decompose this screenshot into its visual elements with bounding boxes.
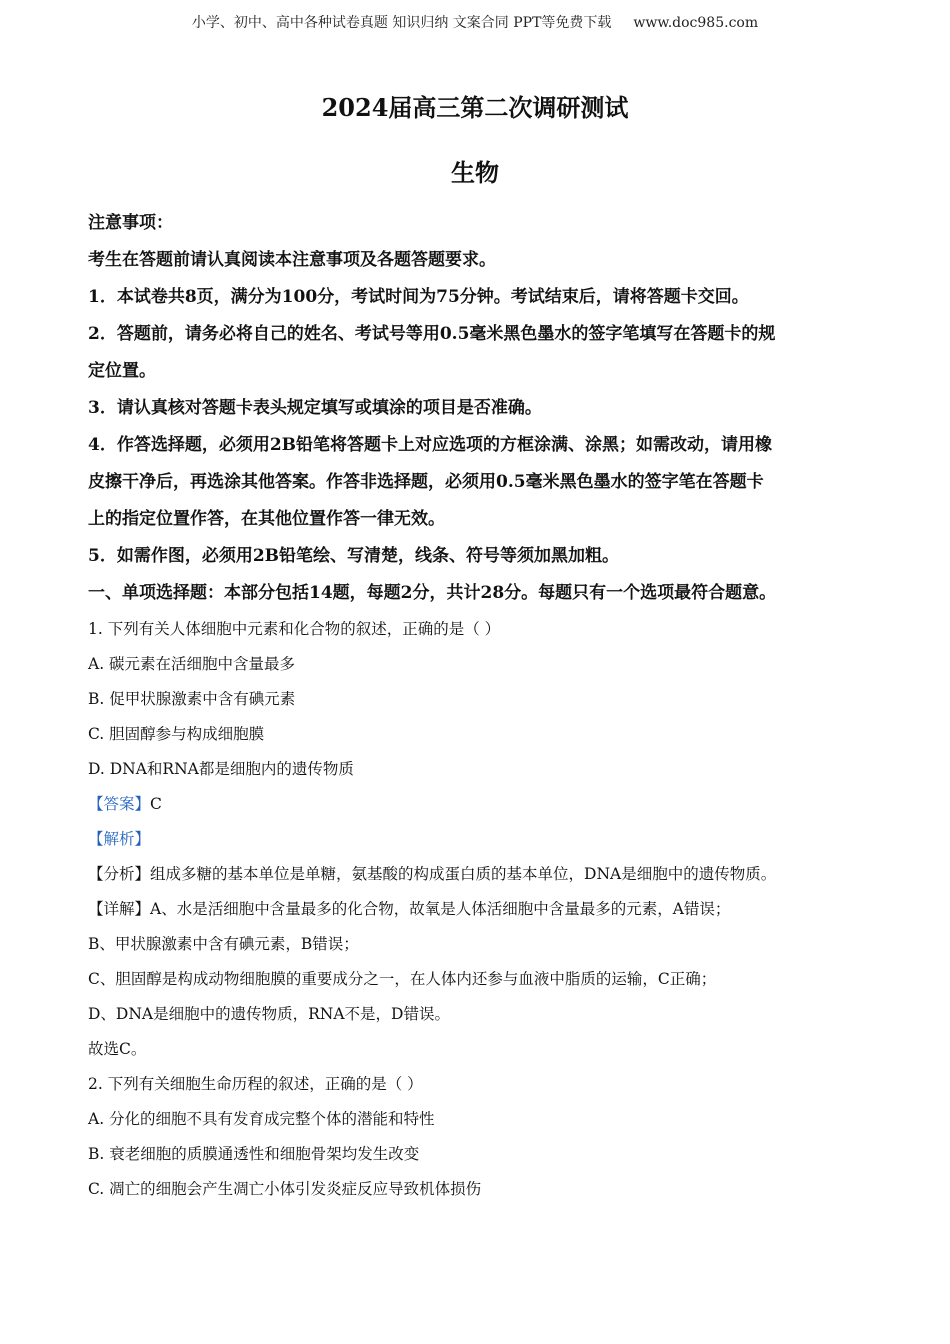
analysis-tag: 【解析】 [88,830,151,848]
notice-intro: 考生在答题前请认真阅读本注意事项及各题答题要求。 [88,250,496,270]
question-1-explanation-line: C、胆固醇是构成动物细胞膜的重要成分之一，在人体内还参与血液中脂质的运输，C正确； [88,970,717,988]
question-1-conclusion: 故选C。 [88,1040,147,1058]
notice-heading: 注意事项： [88,213,173,233]
notice-item: 定位置。 [88,361,156,381]
question-1-option-d: D. DNA和RNA都是细胞内的遗传物质 [88,760,354,778]
header-text: 小学、初中、高中各种试卷真题 知识归纳 文案合同 PPT等免费下载 [191,15,612,31]
notice-item: 4．作答选择题，必须用2B铅笔将答题卡上对应选项的方框涂满、涂黑；如需改动，请用橡 [88,435,773,455]
question-1-analysis-tag [88,822,863,857]
question-1-answer [88,787,863,822]
notice-item: 2．答题前，请务必将自己的姓名、考试号等用0.5毫米黑色墨水的签字笔填写在答题卡的规 [88,324,776,344]
notice-item: 上的指定位置作答，在其他位置作答一律无效。 [88,509,445,529]
question-1-option-b: B. 促甲状腺激素中含有碘元素 [88,690,296,708]
exam-title: 2024届高三第二次调研测试 [321,93,629,122]
question-2-option-a: A. 分化的细胞不具有发育成完整个体的潜能和特性 [88,1110,435,1128]
page-header [0,12,950,32]
question-2-stem: 2. 下列有关细胞生命历程的叙述，正确的是（ ） [88,1075,423,1093]
fenxi-text: 组成多糖的基本单位是单糖，氨基酸的构成蛋白质的基本单位，DNA是细胞中的遗传物质。 [150,865,777,883]
xiangjie-text: A、水是活细胞中含量最多的化合物，故氧是人体活细胞中含量最多的元素，A错误； [150,900,731,918]
question-1-option-c: C. 胆固醇参与构成细胞膜 [88,725,265,743]
question-2-option-c: C. 凋亡的细胞会产生凋亡小体引发炎症反应导致机体损伤 [88,1180,482,1198]
header-site-link[interactable]: www.doc985.com [633,15,759,31]
answer-tag: 【答案】 [88,795,151,813]
section-heading: 一、单项选择题：本部分包括14题，每题2分，共计28分。每题只有一个选项最符合题意。 [88,583,777,603]
answer-value: C [150,795,162,813]
xiangjie-tag: 【详解】 [88,900,151,918]
question-1-fenxi [88,857,863,892]
document-body [88,205,863,1207]
question-1-xiangjie [88,892,863,927]
question-1-stem: 1. 下列有关人体细胞中元素和化合物的叙述，正确的是（ ） [88,620,501,638]
notice-item: 5．如需作图，必须用2B铅笔绘、写清楚，线条、符号等须加黑加粗。 [88,546,620,566]
fenxi-tag: 【分析】 [88,865,151,883]
question-1-option-a: A. 碳元素在活细胞中含量最多 [88,655,296,673]
notice-item: 3．请认真核对答题卡表头规定填写或填涂的项目是否准确。 [88,398,542,418]
notice-item: 皮擦干净后，再选涂其他答案。作答非选择题，必须用0.5毫米黑色墨水的签字笔在答题卡 [88,472,764,492]
notice-item: 1．本试卷共8页，满分为100分，考试时间为75分钟。考试结束后，请将答题卡交回。 [88,287,749,307]
exam-subject: 生物 [451,158,499,187]
question-1-explanation-line: D、DNA是细胞中的遗传物质，RNA不是，D错误。 [88,1005,450,1023]
question-1-explanation-line: B、甲状腺激素中含有碘元素，B错误； [88,935,359,953]
question-2-option-b: B. 衰老细胞的质膜通透性和细胞骨架均发生改变 [88,1145,420,1163]
